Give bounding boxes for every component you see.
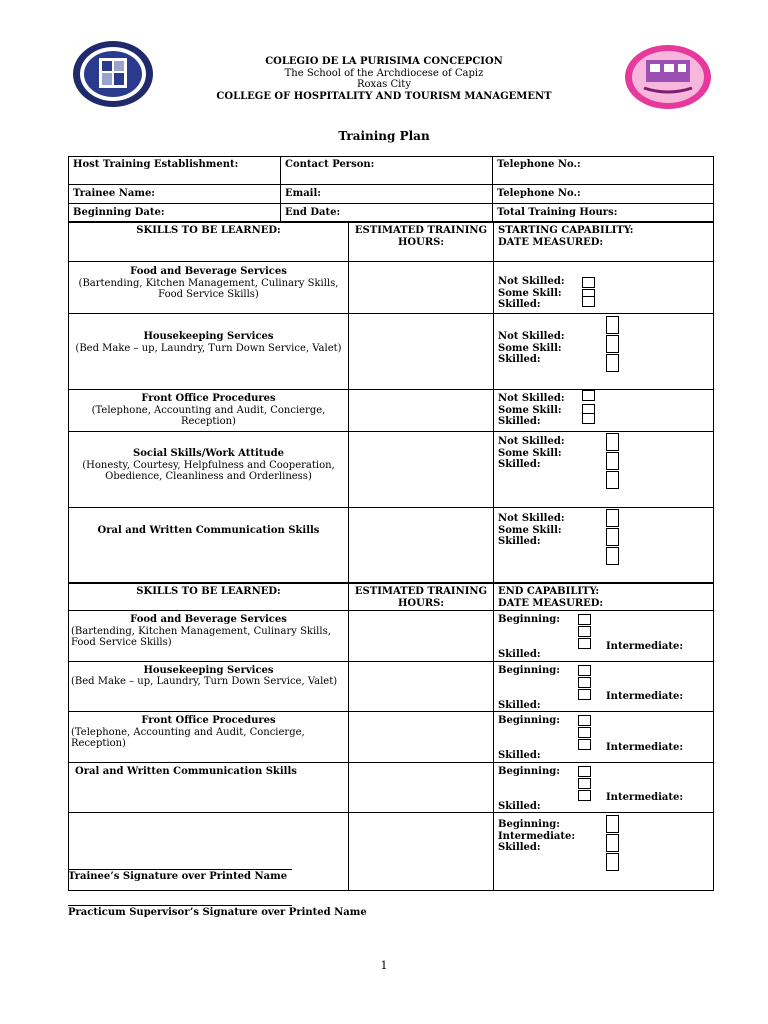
telephone-field-2[interactable]: Telephone No.: [493, 185, 714, 204]
checkbox[interactable] [578, 790, 591, 801]
checkbox[interactable] [582, 277, 595, 288]
skill-title: Oral and Written Communication Skills [75, 765, 297, 777]
page-number: 1 [380, 959, 388, 972]
checkbox[interactable] [606, 316, 619, 334]
capability-header [494, 222, 714, 262]
date-measured-label: DATE MEASURED: [498, 236, 604, 248]
skill-title: Front Office Procedures [141, 715, 276, 726]
hours-cell[interactable] [349, 813, 494, 891]
trainee-signature-label: Trainee’s Signature over Printed Name [68, 871, 288, 882]
some-skill-label: Some Skill: [498, 287, 562, 299]
level-cell [494, 432, 714, 508]
college-subtitle: The School of the Archdiocese of Capiz [284, 68, 484, 79]
skill-description: (Bartending, Kitchen Management, Culinary Skills, Food Service Skills) [78, 277, 339, 300]
end-capability-label: END CAPABILITY: [498, 586, 600, 597]
skill-description: (Bartending, Kitchen Management, Culinary Skills, Food Service Skills) [71, 625, 331, 648]
intermediate-label: Intermediate: [606, 640, 684, 652]
skill-cell [69, 661, 349, 712]
skilled-label: Skilled: [498, 354, 541, 365]
skill-title: Front Office Procedures [141, 393, 276, 404]
checkbox[interactable] [578, 665, 591, 676]
table-row [69, 661, 714, 712]
checkbox[interactable] [578, 766, 591, 777]
some-skill-label: Some Skill: [498, 404, 562, 416]
beginning-label: Beginning: [498, 715, 560, 726]
level-cell [494, 661, 714, 712]
hours-cell[interactable] [349, 314, 494, 390]
checkbox[interactable] [606, 335, 619, 353]
not-skilled-label: Not Skilled: [498, 393, 565, 404]
skill-description: (Telephone, Accounting and Audit, Concierge, Reception) [71, 726, 305, 749]
level-cell [494, 712, 714, 763]
skill-cell [69, 390, 349, 432]
email-field[interactable]: Email: [281, 185, 493, 204]
hours-cell[interactable] [349, 762, 494, 813]
beginning-label: Beginning: [498, 765, 560, 777]
skilled-label: Skilled: [498, 842, 541, 853]
table-row [69, 262, 714, 314]
checkbox[interactable] [606, 471, 619, 489]
checkbox[interactable] [606, 452, 619, 470]
not-skilled-label: Not Skilled: [498, 276, 565, 287]
date-measured-label: DATE MEASURED: [498, 597, 604, 609]
supervisor-signature-line[interactable] [68, 905, 292, 906]
checkbox[interactable] [606, 853, 619, 871]
college-city: Roxas City [357, 79, 411, 90]
hours-cell[interactable] [349, 661, 494, 712]
checkbox[interactable] [578, 626, 591, 637]
level-cell [494, 508, 714, 584]
skill-cell [69, 712, 349, 763]
checkbox[interactable] [578, 638, 591, 649]
beginning-label: Beginning: [498, 664, 560, 676]
skill-title: Housekeeping Services [143, 331, 274, 342]
checkbox[interactable] [578, 677, 591, 688]
info-table [68, 156, 714, 223]
checkbox[interactable] [606, 815, 619, 833]
beginning-label: Beginning: [498, 819, 560, 830]
skill-title: Oral and Written Communication Skills [97, 525, 320, 536]
checkbox[interactable] [582, 413, 595, 424]
table-row [69, 508, 714, 584]
skilled-label: Skilled: [498, 416, 541, 427]
hours-cell[interactable] [349, 712, 494, 763]
checkbox[interactable] [578, 614, 591, 625]
trainee-name-field[interactable]: Trainee Name: [69, 185, 281, 204]
skill-title: Social Skills/Work Attitude [133, 448, 284, 459]
checkbox[interactable] [578, 727, 591, 738]
skilled-label: Skilled: [498, 750, 541, 761]
skilled-label: Skilled: [498, 299, 541, 310]
intermediate-label: Intermediate: [498, 830, 576, 842]
hours-cell[interactable] [349, 390, 494, 432]
level-cell [494, 314, 714, 390]
beginning-date-field[interactable]: Beginning Date: [69, 204, 281, 223]
level-cell [494, 813, 714, 891]
skilled-label: Skilled: [498, 699, 541, 711]
table-row [69, 762, 714, 813]
skill-title: Food and Beverage Services [130, 266, 287, 277]
skill-cell [69, 432, 349, 508]
skill-description: (Bed Make – up, Laundry, Turn Down Service, Valet) [71, 676, 338, 687]
department-name: COLLEGE OF HOSPITALITY AND TOURISM MANAGEMENT [216, 91, 552, 102]
checkbox[interactable] [578, 778, 591, 789]
hours-cell[interactable] [349, 432, 494, 508]
table-row [69, 390, 714, 432]
hours-header: ESTIMATED TRAINING HOURS: [349, 583, 494, 611]
checkbox[interactable] [606, 433, 619, 451]
skills-header: SKILLS TO BE LEARNED: [69, 583, 349, 611]
skill-cell [69, 762, 349, 813]
end-date-field[interactable]: End Date: [281, 204, 493, 223]
supervisor-signature-label: Practicum Supervisor’s Signature over Printed Name [68, 907, 367, 918]
hours-cell[interactable] [349, 508, 494, 584]
college-name: COLEGIO DE LA PURISIMA CONCEPCION [265, 56, 503, 67]
skilled-label: Skilled: [498, 800, 541, 812]
starting-capability-label: STARTING CAPABILITY: [498, 225, 634, 236]
beginning-label: Beginning: [498, 614, 560, 625]
table-row [69, 611, 714, 662]
skill-description: (Honesty, Courtesy, Helpfulness and Cooperation, Obedience, Cleanliness and Orderliness) [82, 459, 335, 482]
not-skilled-label: Not Skilled: [498, 436, 565, 447]
checkbox[interactable] [582, 390, 595, 401]
some-skill-label: Some Skill: [498, 524, 562, 536]
skilled-label: Skilled: [498, 536, 541, 547]
intermediate-label: Intermediate: [606, 691, 684, 702]
hours-cell[interactable] [349, 611, 494, 662]
skill-description: (Telephone, Accounting and Audit, Concierge, Reception) [91, 404, 326, 427]
table-row [69, 314, 714, 390]
page-title: Training Plan [338, 129, 430, 143]
not-skilled-label: Not Skilled: [498, 513, 565, 524]
checkbox[interactable] [606, 509, 619, 527]
skill-title: Food and Beverage Services [130, 614, 287, 625]
skilled-label: Skilled: [498, 459, 541, 470]
checkbox[interactable] [578, 689, 591, 700]
contact-person-field[interactable]: Contact Person: [281, 157, 493, 185]
checkbox[interactable] [582, 296, 595, 307]
level-cell [494, 262, 714, 314]
level-cell [494, 390, 714, 432]
skill-cell [69, 508, 349, 584]
skills-header: SKILLS TO BE LEARNED: [69, 222, 349, 262]
checkbox[interactable] [606, 528, 619, 546]
hours-header: ESTIMATED TRAINING HOURS: [349, 222, 494, 262]
checkbox[interactable] [606, 547, 619, 565]
skill-cell [69, 262, 349, 314]
telephone-field-1[interactable]: Telephone No.: [493, 157, 714, 185]
host-establishment-field[interactable]: Host Training Establishment: [69, 157, 281, 185]
not-skilled-label: Not Skilled: [498, 331, 565, 342]
checkbox[interactable] [578, 715, 591, 726]
intermediate-label: Intermediate: [606, 792, 684, 803]
total-hours-field[interactable]: Total Training Hours: [493, 204, 714, 223]
checkbox[interactable] [578, 739, 591, 750]
some-skill-label: Some Skill: [498, 342, 562, 354]
level-cell [494, 611, 714, 662]
skill-description: (Bed Make – up, Laundry, Turn Down Service, Valet) [75, 342, 342, 354]
skill-cell [69, 611, 349, 662]
capability-header [494, 583, 714, 611]
end-capability-table [68, 582, 714, 891]
some-skill-label: Some Skill: [498, 447, 562, 459]
skill-cell [69, 314, 349, 390]
trainee-signature-line[interactable] [68, 869, 292, 870]
skilled-label: Skilled: [498, 649, 541, 660]
table-row [69, 712, 714, 763]
starting-capability-table [68, 221, 714, 584]
level-cell [494, 762, 714, 813]
skill-title: Housekeeping Services [143, 664, 274, 676]
intermediate-label: Intermediate: [606, 741, 684, 753]
hours-cell[interactable] [349, 262, 494, 314]
table-row [69, 432, 714, 508]
checkbox[interactable] [606, 354, 619, 372]
checkbox[interactable] [606, 834, 619, 852]
